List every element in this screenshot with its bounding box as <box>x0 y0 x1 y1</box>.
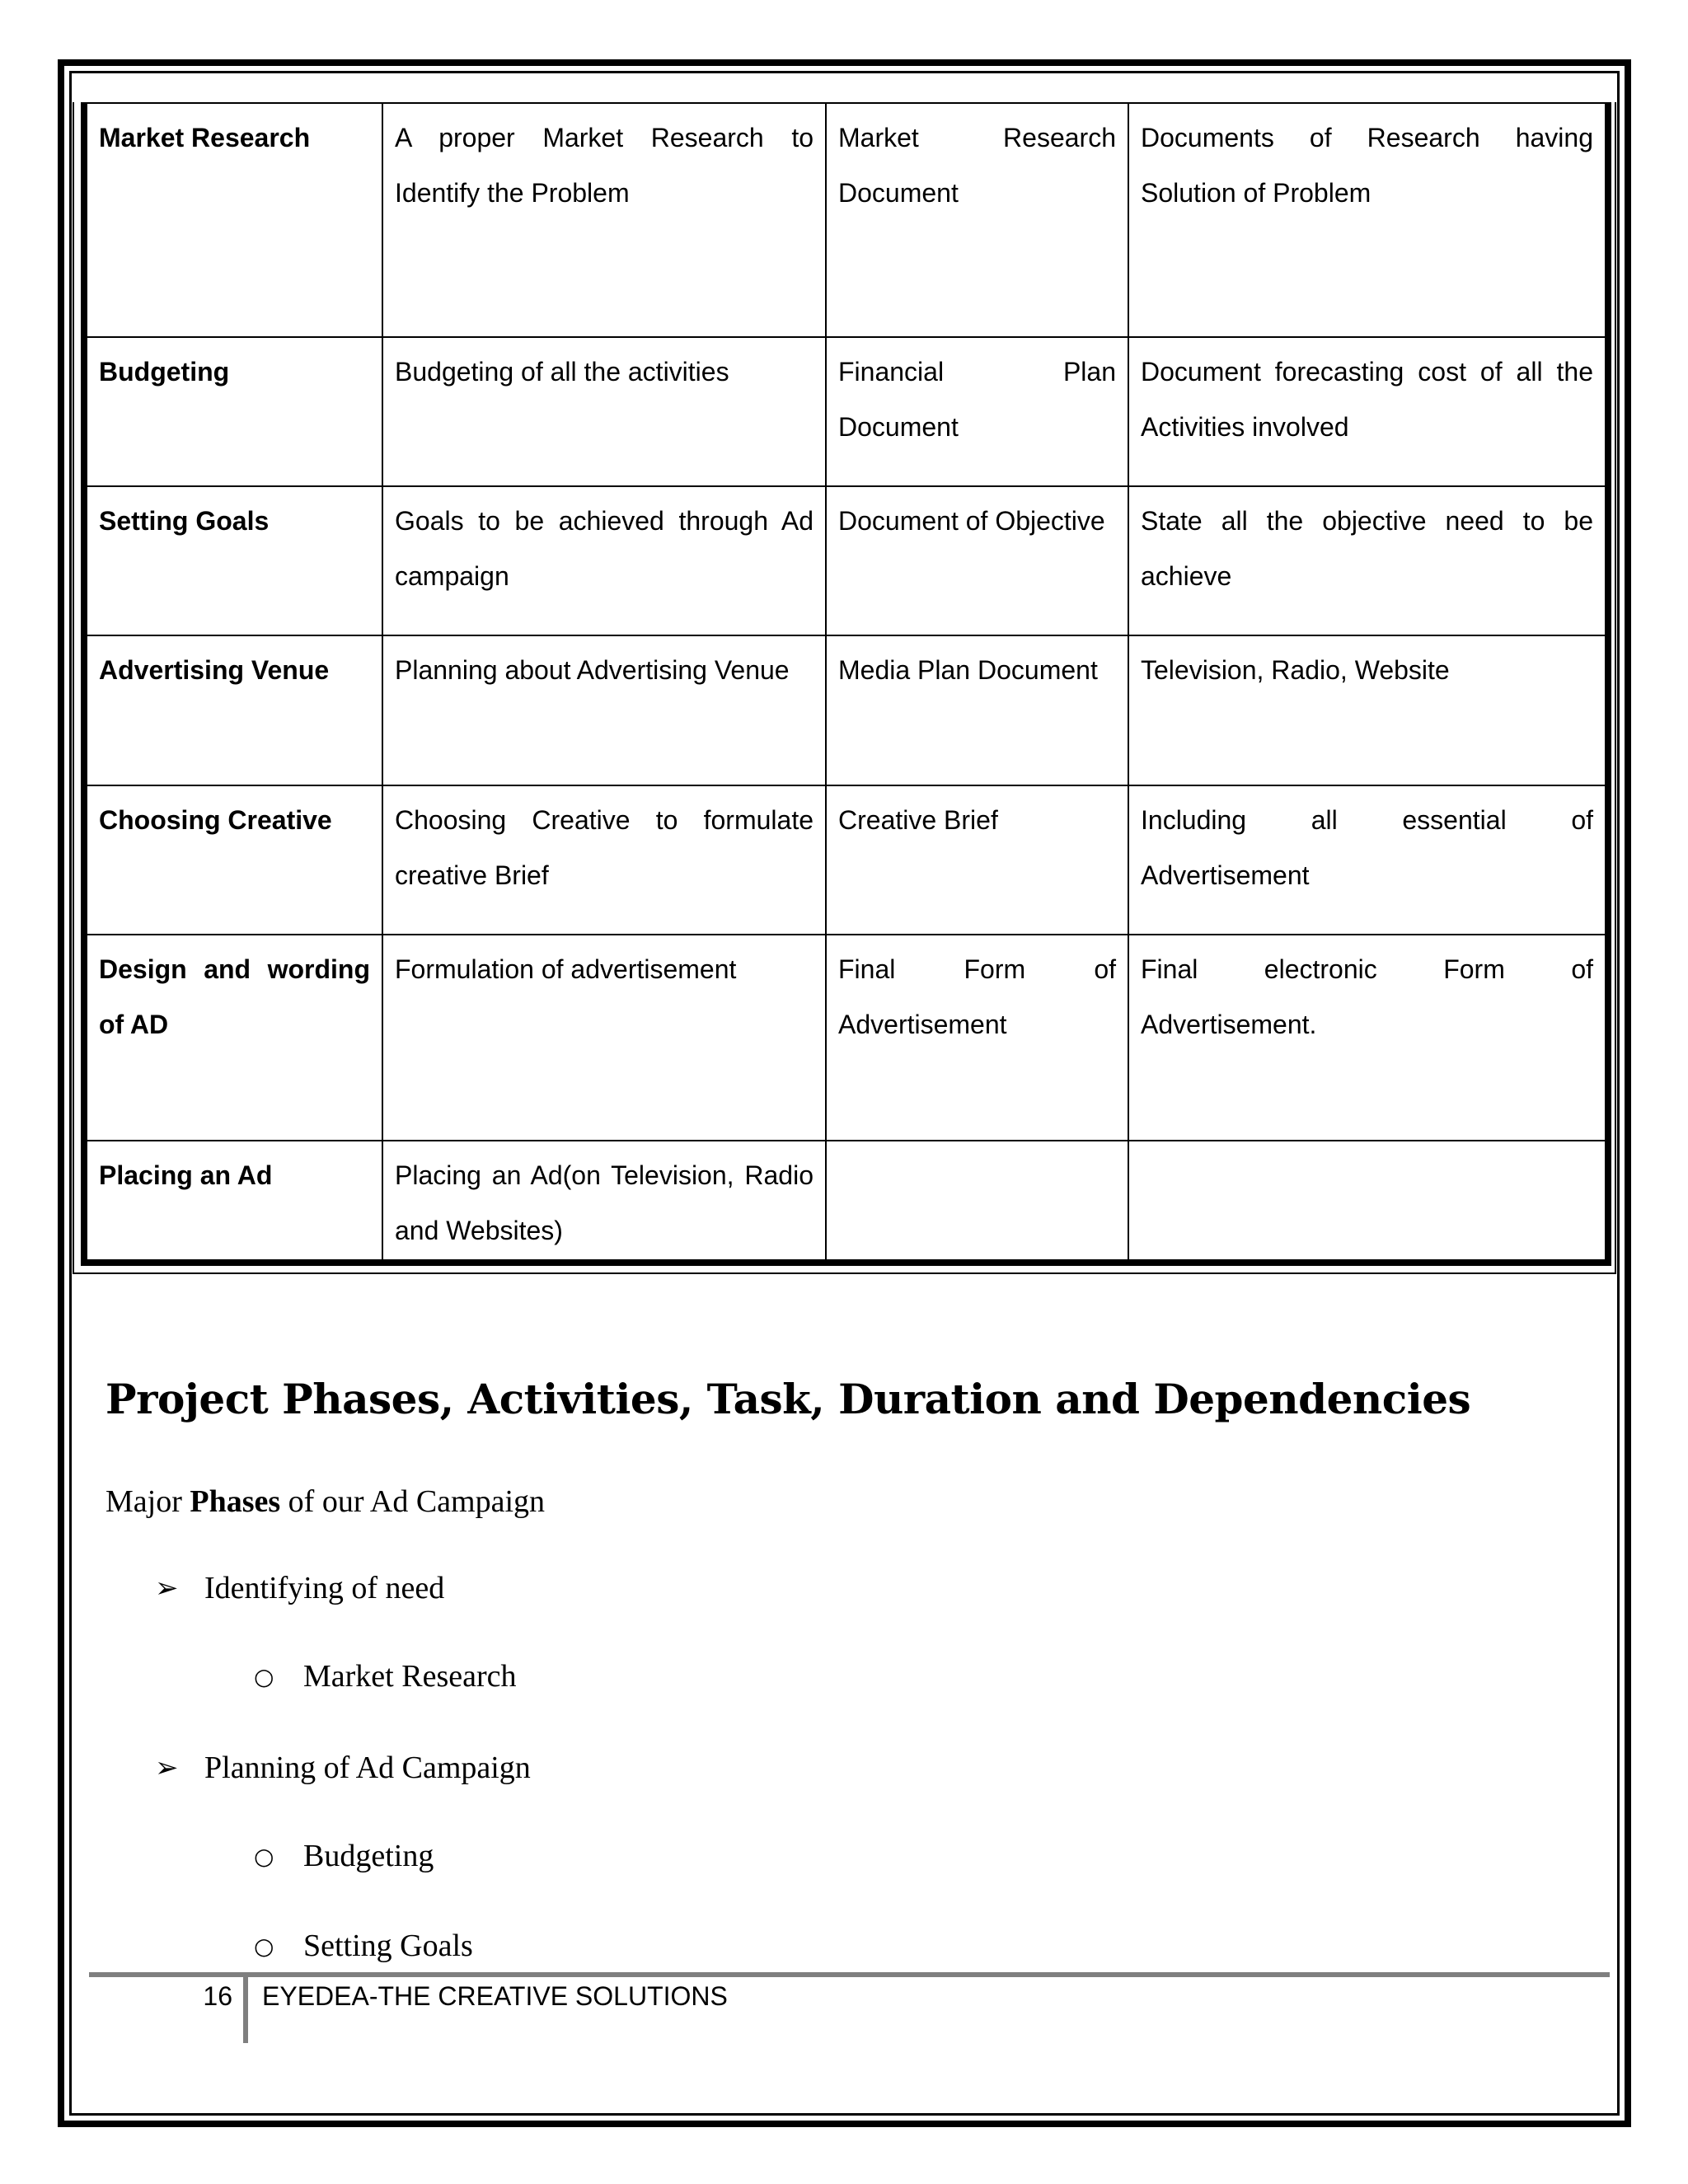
sub-item <box>254 1838 434 1874</box>
detail-cell: Including all essential of Advertisement <box>1128 785 1608 935</box>
sub-item <box>254 1658 517 1694</box>
activity-cell: Advertising Venue <box>84 635 382 785</box>
detail-cell: Document forecasting cost of all the Activities involved <box>1128 337 1608 486</box>
table-row <box>84 337 1608 486</box>
activity-cell: Market Research <box>84 103 382 337</box>
detail-cell: Documents of Research having Solution of Problem <box>1128 103 1608 337</box>
description-cell: Placing an Ad(on Television, Radio and Websites) <box>382 1141 826 1263</box>
footer-divider <box>243 1977 248 2043</box>
description-cell: Budgeting of all the activities <box>382 337 826 486</box>
description-cell: Choosing Creative to formulate creative Brief <box>382 785 826 935</box>
table-row <box>84 103 1608 337</box>
circle-bullet-icon: ○ <box>254 1662 274 1690</box>
description-cell: Goals to be achieved through Ad campaign <box>382 486 826 635</box>
detail-cell: State all the objective need to be achieve <box>1128 486 1608 635</box>
detail-cell <box>1128 1141 1608 1263</box>
deliverable-cell: Financial Plan Document <box>826 337 1128 486</box>
sub-label: Setting Goals <box>303 1929 473 1963</box>
phase-label: Planning of Ad Campaign <box>204 1750 531 1785</box>
section-heading: Project Phases, Activities, Task, Duration and Dependencies <box>106 1375 1471 1423</box>
activity-cell: Setting Goals <box>84 486 382 635</box>
table-row <box>84 486 1608 635</box>
description-cell: A proper Market Research to Identify the Problem <box>382 103 826 337</box>
circle-bullet-icon: ○ <box>254 1932 274 1960</box>
page-number: 16 <box>203 1981 232 2011</box>
detail-cell: Television, Radio, Website <box>1128 635 1608 785</box>
sub-label: Market Research <box>303 1659 517 1694</box>
activity-cell: Choosing Creative <box>84 785 382 935</box>
description-cell: Planning about Advertising Venue <box>382 635 826 785</box>
intro-bold: Phases <box>190 1484 281 1519</box>
circle-bullet-icon: ○ <box>254 1842 274 1870</box>
footer-company: EYEDEA-THE CREATIVE SOLUTIONS <box>262 1981 728 2011</box>
deliverable-cell: Media Plan Document <box>826 635 1128 785</box>
deliverables-table-frame <box>73 102 1616 1274</box>
table-row <box>84 635 1608 785</box>
table-row <box>84 785 1608 935</box>
arrow-bullet-icon: ➢ <box>155 1751 179 1784</box>
description-cell: Formulation of advertisement <box>382 935 826 1141</box>
intro-prefix: Major <box>106 1484 182 1519</box>
activity-cell: Design and wording of AD <box>84 935 382 1141</box>
deliverable-cell: Document of Objective <box>826 486 1128 635</box>
deliverable-cell: Final Form of Advertisement <box>826 935 1128 1141</box>
deliverable-cell: Market Research Document <box>826 103 1128 337</box>
deliverable-cell: Creative Brief <box>826 785 1128 935</box>
phases-intro <box>106 1483 545 1520</box>
deliverables-table <box>81 102 1611 1266</box>
footer-rule <box>89 1972 1610 1977</box>
detail-cell: Final electronic Form of Advertisement. <box>1128 935 1608 1141</box>
sub-item <box>254 1928 473 1964</box>
activity-cell: Budgeting <box>84 337 382 486</box>
phase-item <box>155 1750 531 1786</box>
activity-cell: Placing an Ad <box>84 1141 382 1263</box>
sub-label: Budgeting <box>303 1839 434 1873</box>
deliverable-cell <box>826 1141 1128 1263</box>
arrow-bullet-icon: ➢ <box>155 1572 179 1605</box>
table-row <box>84 935 1608 1141</box>
intro-suffix: of our Ad Campaign <box>288 1484 546 1519</box>
phase-label: Identifying of need <box>204 1571 445 1605</box>
table-row <box>84 1141 1608 1263</box>
phase-item <box>155 1570 444 1606</box>
